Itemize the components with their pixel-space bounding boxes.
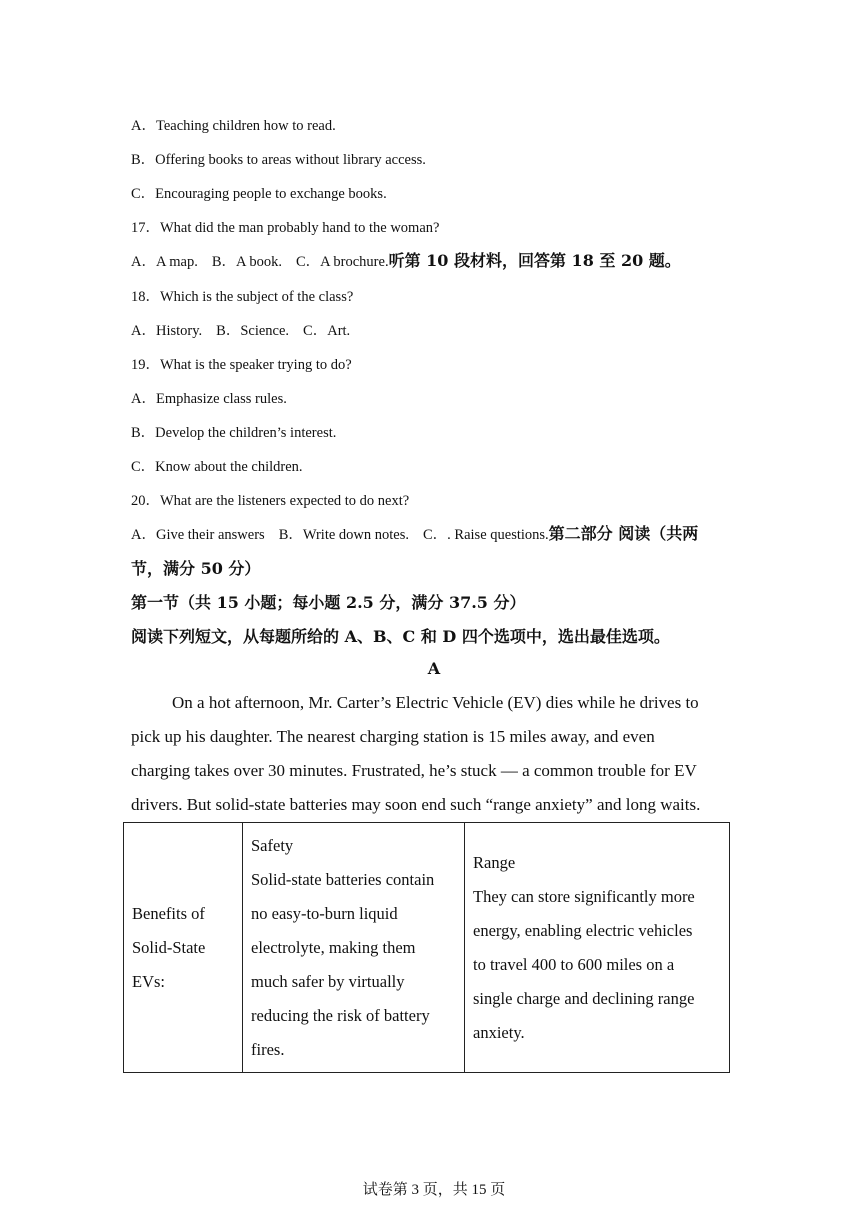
table-text: EVs: [132,971,165,991]
q17-option-c: C．A brochure. [295,254,389,270]
page-footer: 试卷第 3 页，共 15 页 [362,1182,506,1198]
part-heading-start: 第二部分 阅读（共两 [548,524,699,543]
table-text: fires. [251,1039,285,1059]
q19-option-b: B．Develop the children’s interest. [131,425,337,441]
table-text: much safer by virtually [251,971,405,991]
q20-option-a: A．Give their answers [131,527,265,543]
table-cell-benefits [124,823,243,1073]
q20-option-b: B．Write down notes. [278,527,409,543]
table-text: Safety [251,835,294,855]
passage-line-2: pick up his daughter. The nearest charging station is 15 miles away, and even [131,727,655,746]
passage-label: A [427,659,441,678]
table-text: no easy-to-burn liquid [251,903,398,923]
q16-option-b: B．Offering books to areas without library access. [131,152,426,168]
q16-option-c: C．Encouraging people to exchange books. [131,186,387,202]
table-text: They can store significantly more [473,886,695,906]
benefits-table [123,822,730,1073]
q16-option-a: A．Teaching children how to read. [131,118,336,134]
section-instruction: 听第 10 段材料，回答第 18 至 20 题。 [388,251,681,270]
q18-option-c: C．Art. [303,323,351,339]
q19-option-c: C．Know about the children. [131,459,303,475]
q18-option-b: B．Science. [216,323,290,339]
q18-option-a: A．History. [131,323,203,339]
table-text: electrolyte, making them [251,937,416,957]
q20-question: 20．What are the listeners expected to do next? [131,493,410,509]
q17-question: 17．What did the man probably hand to the woman? [131,220,440,236]
q17-options [131,248,681,271]
table-cell-range [465,823,730,1073]
q19-option-a: A．Emphasize class rules. [131,391,287,407]
q20-options [131,521,698,544]
table-text: Solid-State [132,937,206,957]
table-text: to travel 400 to 600 miles on a [473,954,675,974]
q18-options [131,319,350,340]
passage-line-3: charging takes over 30 minutes. Frustrated, he’s stuck — a common trouble for EV [131,761,697,780]
part-heading-end: 节，满分 50 分） [131,559,261,578]
table-text: reducing the risk of battery [251,1005,430,1025]
q17-option-a: A．A map. [131,254,198,270]
q18-question: 18．Which is the subject of the class? [131,289,354,305]
section-heading: 第一节（共 15 小题；每小题 2.5 分，满分 37.5 分） [131,593,526,612]
q19-question: 19．What is the speaker trying to do? [131,357,352,373]
table-text: energy, enabling electric vehicles [473,920,693,940]
q17-option-b: B．A book. [211,254,282,270]
passage-line-4: drivers. But solid-state batteries may soon end such “range anxiety” and long waits. [131,795,701,814]
q20-option-c: C．. Raise questions. [423,527,549,543]
table-text: Range [473,852,516,872]
table-text: Solid-state batteries contain [251,869,435,889]
table-text: Benefits of [132,903,205,923]
passage-line-1: On a hot afternoon, Mr. Carter’s Electric Vehicle (EV) dies while he drives to [172,693,699,712]
table-cell-safety [243,823,465,1073]
table-text: anxiety. [473,1022,525,1042]
reading-instruction: 阅读下列短文，从每题所给的 A、B、C 和 D 四个选项中，选出最佳选项。 [131,627,670,646]
table-text: single charge and declining range [473,988,695,1008]
